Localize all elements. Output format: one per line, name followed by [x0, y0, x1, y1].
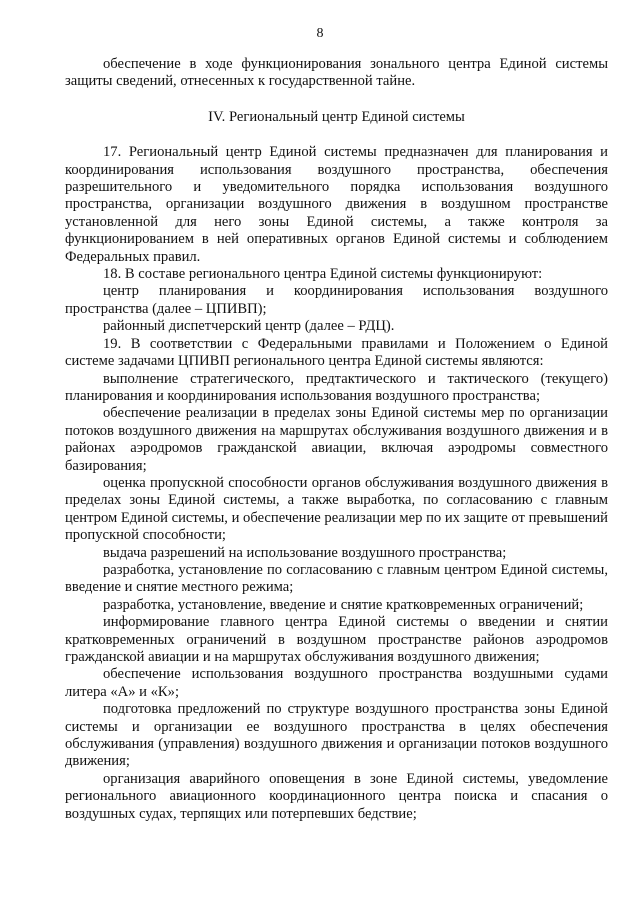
task-item: подготовка предложений по структуре воздушного пространства зоны Единой системы и организации ее воздушного пространства в целях обеспечения обслуживания (управления) воздушного движения и организации потоков воздушного движения; — [65, 701, 608, 770]
task-item: организация аварийного оповещения в зоне Единой системы, уведомление регионального авиационного координационного центра поиска и спасания о воздушных судах, терпящих или потерпевших бедствие; — [65, 770, 608, 822]
paragraph-17: 17. Региональный центр Единой системы предназначен для планирования и координирования использования воздушного пространства, обеспечения разрешительного и уведомительного порядка использования воздушного пространства, организации воздушного движения в воздушном пространстве установленной для него зоны Единой системы, а также контроля за функционированием в ней оперативных органов Единой системы и соблюдением Федеральных правил. — [65, 144, 608, 265]
task-item: обеспечение реализации в пределах зоны Единой системы мер по организации потоков воздушного движения на маршрутах обслуживания воздушного движения и в районах аэродромов гражданской авиации, включая аэродромы совместного базирования; — [65, 405, 608, 474]
task-item: информирование главного центра Единой системы о введении и снятии кратковременных ограничений в воздушном пространстве районов аэродромов гражданской авиации и на маршрутах обслуживания воздушного движения; — [65, 614, 608, 665]
task-item: выполнение стратегического, предтактического и тактического (текущего) планирования и координирования использования воздушного пространства; — [65, 370, 608, 404]
task-item: выдача разрешений на использование воздушного пространства; — [103, 544, 507, 561]
section-heading: IV. Региональный центр Единой системы — [208, 108, 465, 125]
list-item-rdc: районный диспетчерский центр (далее – РДЦ). — [103, 318, 395, 335]
paragraph-continuation: обеспечение в ходе функционирования зонального центра Единой системы защиты сведений, отнесенных к государственной тайне. — [65, 56, 608, 90]
task-item: обеспечение использования воздушного пространства воздушными судами литера «А» и «К»; — [65, 666, 608, 700]
task-item: разработка, установление по согласованию с главным центром Единой системы, введение и снятие местного режима; — [65, 561, 608, 596]
task-item: оценка пропускной способности органов обслуживания воздушного движения в пределах зоны Единой системы, а также выработка, по согласованию с главным центром Единой системы, и обеспечение реализации мер по их защите от превышений пропускной способности; — [65, 474, 608, 544]
paragraph-19: 19. В соответствии с Федеральными правилами и Положением о Единой системе задачами ЦПИВП регионального центра Единой системы являются: — [65, 335, 608, 370]
task-item: разработка, установление, введение и снятие кратковременных ограничений; — [103, 596, 584, 613]
list-item-cpivp: центр планирования и координирования использования воздушного пространства (далее – ЦПИВП); — [65, 283, 608, 317]
page-number: 8 — [316, 26, 324, 41]
document-body — [65, 56, 608, 823]
paragraph-18: 18. В составе регионального центра Единой системы функционируют: — [103, 266, 543, 283]
